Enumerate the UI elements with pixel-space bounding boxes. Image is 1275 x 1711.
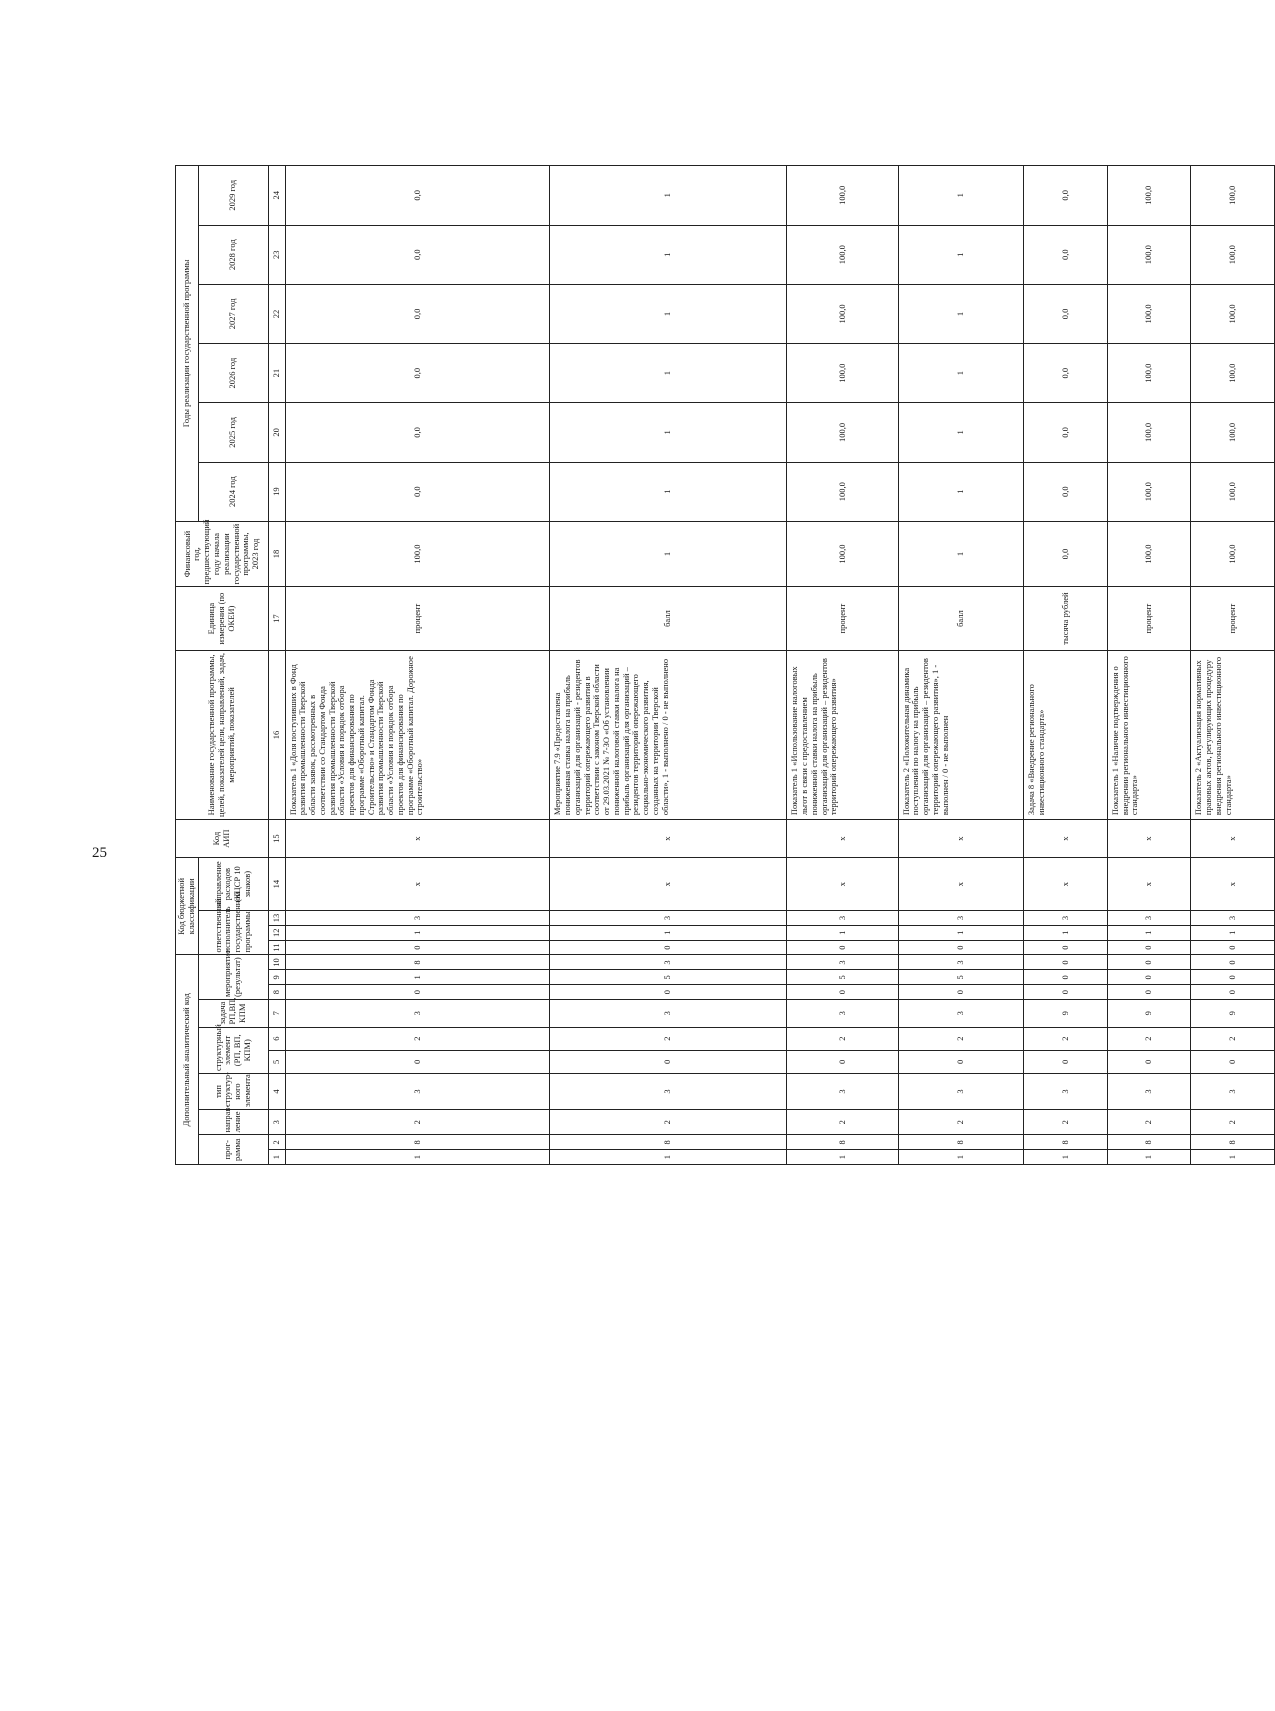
- row-base-year-cell: 0,0: [1024, 521, 1108, 587]
- column-index-cell: 9: [268, 970, 285, 985]
- column-index-cell: 12: [268, 925, 285, 940]
- row-year-value-cell: 1: [550, 462, 787, 521]
- code-cell-6: 2: [1107, 1027, 1191, 1050]
- code-cell-8: 0: [1107, 985, 1191, 1000]
- code-cell-9: 0: [1107, 970, 1191, 985]
- column-index-cell: 14: [268, 858, 285, 911]
- column-index-cell: 20: [268, 403, 285, 462]
- header-budget-code: Код бюджетной классификации: [176, 858, 199, 955]
- row-name-cell: Показатель 1 «Наличие подтверждения о внедрении регионального инвестиционного стандарта»: [1107, 650, 1191, 819]
- row-year-value-cell: 0,0: [285, 166, 550, 226]
- code-cell-9: 0: [1191, 970, 1275, 985]
- row-year-value-cell: 1: [550, 284, 787, 343]
- code-cell-14: х: [1191, 858, 1275, 911]
- code-cell-12: 1: [550, 925, 787, 940]
- code-cell-8: 0: [787, 985, 898, 1000]
- code-cell-13: 3: [1107, 911, 1191, 926]
- code-cell-1: 1: [550, 1150, 787, 1165]
- code-cell-2: 8: [285, 1135, 550, 1150]
- row-name-cell: Показатель 2 «Актуализация нормативных правовых актов, регулирующих процедуру внедрения регионального инвестиционного стандарта»: [1191, 650, 1275, 819]
- code-cell-10: 0: [1107, 955, 1191, 970]
- code-cell-1: 1: [898, 1150, 1023, 1165]
- code-cell-4: 3: [1107, 1074, 1191, 1110]
- column-index-cell: 1: [268, 1150, 285, 1165]
- row-unit-cell: процент: [285, 587, 550, 650]
- code-cell-6: 2: [550, 1027, 787, 1050]
- code-cell-12: 1: [1191, 925, 1275, 940]
- code-cell-5: 0: [1107, 1050, 1191, 1073]
- row-year-value-cell: 0,0: [285, 403, 550, 462]
- row-year-value-cell: 100,0: [1107, 284, 1191, 343]
- code-cell-1: 1: [787, 1150, 898, 1165]
- header-measure: мероприятие (результат): [198, 955, 268, 1000]
- row-year-value-cell: 100,0: [1191, 166, 1275, 226]
- row-year-value-cell: 1: [898, 403, 1023, 462]
- code-cell-12: 1: [898, 925, 1023, 940]
- header-year-2028: 2028 год: [198, 225, 268, 284]
- code-cell-11: 0: [285, 940, 550, 955]
- header-struct: структурный элемент (РП, ВП, КПМ): [198, 1027, 268, 1074]
- row-year-value-cell: 100,0: [787, 403, 898, 462]
- header-year-2026: 2026 год: [198, 344, 268, 403]
- column-index-cell: 23: [268, 225, 285, 284]
- code-cell-7: 3: [787, 1000, 898, 1028]
- row-year-value-cell: 0,0: [285, 344, 550, 403]
- code-cell-4: 3: [550, 1074, 787, 1110]
- row-name-cell: Задача 8 «Внедрение регионального инвестиционного стандарта»: [1024, 650, 1108, 819]
- column-index-cell: 4: [268, 1074, 285, 1110]
- header-unit: Единица измерения (по ОКЕИ): [176, 587, 269, 650]
- code-cell-13: 3: [1024, 911, 1108, 926]
- code-cell-10: 3: [898, 955, 1023, 970]
- code-cell-2: 8: [1107, 1135, 1191, 1150]
- column-index-cell: 11: [268, 940, 285, 955]
- rotated-table-wrapper: [175, 165, 1275, 1165]
- row-year-value-cell: 0,0: [1024, 344, 1108, 403]
- code-cell-13: 3: [1191, 911, 1275, 926]
- code-cell-6: 2: [898, 1027, 1023, 1050]
- column-index-cell: 22: [268, 284, 285, 343]
- column-index-cell: 10: [268, 955, 285, 970]
- code-cell-3: 2: [1024, 1110, 1108, 1135]
- row-year-value-cell: 1: [898, 166, 1023, 226]
- row-year-value-cell: 100,0: [1107, 462, 1191, 521]
- row-year-value-cell: 1: [898, 344, 1023, 403]
- table-row: [1024, 166, 1108, 1165]
- code-cell-7: 9: [1191, 1000, 1275, 1028]
- code-cell-4: 3: [1024, 1074, 1108, 1110]
- row-year-value-cell: 100,0: [1107, 344, 1191, 403]
- header-type: тип структур-ного элемента: [198, 1074, 268, 1110]
- header-executor: ответственный исполнитель государственной программы: [198, 911, 268, 955]
- code-cell-1: 1: [1024, 1150, 1108, 1165]
- row-name-cell: Показатель 2 «Положительная динамика поступлений по налогу на прибыль организаций для организаций – резидентов территорий опережающего развития», 1 - выполнен / 0 - не выполнен: [898, 650, 1023, 819]
- code-cell-8: 0: [550, 985, 787, 1000]
- header-year-2027: 2027 год: [198, 284, 268, 343]
- code-cell-10: 3: [787, 955, 898, 970]
- column-index-cell: 18: [268, 521, 285, 587]
- row-year-value-cell: 1: [898, 284, 1023, 343]
- code-cell-15: х: [898, 820, 1023, 858]
- header-years-group: Годы реализации государственной программы: [176, 166, 199, 522]
- row-base-year-cell: 1: [898, 521, 1023, 587]
- code-cell-3: 2: [285, 1110, 550, 1135]
- row-base-year-cell: 100,0: [1191, 521, 1275, 587]
- code-cell-5: 0: [787, 1050, 898, 1073]
- row-year-value-cell: 0,0: [1024, 166, 1108, 226]
- code-cell-7: 3: [898, 1000, 1023, 1028]
- row-base-year-cell: 1: [550, 521, 787, 587]
- code-cell-13: 3: [898, 911, 1023, 926]
- code-cell-5: 0: [285, 1050, 550, 1073]
- table-row: [550, 166, 787, 1165]
- row-year-value-cell: 100,0: [1191, 225, 1275, 284]
- code-cell-4: 3: [1191, 1074, 1275, 1110]
- code-cell-8: 0: [1024, 985, 1108, 1000]
- code-cell-13: 3: [550, 911, 787, 926]
- table-row: [285, 166, 550, 1165]
- code-cell-6: 2: [1024, 1027, 1108, 1050]
- page-number: 25: [92, 845, 107, 861]
- code-cell-2: 8: [898, 1135, 1023, 1150]
- code-cell-15: х: [1107, 820, 1191, 858]
- row-year-value-cell: 1: [550, 403, 787, 462]
- code-cell-11: 0: [1191, 940, 1275, 955]
- row-name-cell: Мероприятие 7.9 «Предоставлена пониженная ставка налога на прибыль организаций для организаций - резидентов территорий опережающего развития в соответствии с законом Тверской области от 29.03.2021 № 7-ЗО «Об установлении пониженной налоговой ставки налога на прибыль организаций для организаций – резидентов территорий опережающего социально-экономического развития, созданных на территории Тверской области», 1 - выполнено / 0 - не выполнено: [550, 650, 787, 819]
- code-cell-15: х: [550, 820, 787, 858]
- code-cell-15: х: [1191, 820, 1275, 858]
- header-name: Наименование государственной программы, целей, показателей цели, направлений, задач, мероприятий, показателей: [176, 650, 269, 819]
- row-unit-cell: процент: [1191, 587, 1275, 650]
- row-year-value-cell: 100,0: [787, 225, 898, 284]
- header-aip: Код АИП: [176, 820, 269, 858]
- column-index-cell: 16: [268, 650, 285, 819]
- code-cell-5: 0: [1024, 1050, 1108, 1073]
- table-row: [1107, 166, 1191, 1165]
- row-unit-cell: процент: [1107, 587, 1191, 650]
- column-index-cell: 24: [268, 166, 285, 226]
- row-name-cell: Показатель 1 «Использование налоговых льгот в связи с предоставлением пониженной ставки налога на прибыль организаций для организаций – резидентов территорий опережающего развития»: [787, 650, 898, 819]
- code-cell-10: 0: [1024, 955, 1108, 970]
- row-year-value-cell: 100,0: [1191, 403, 1275, 462]
- code-cell-8: 0: [285, 985, 550, 1000]
- header-program: прог-рамма: [198, 1135, 268, 1165]
- code-cell-1: 1: [285, 1150, 550, 1165]
- code-cell-6: 2: [787, 1027, 898, 1050]
- code-cell-8: 0: [1191, 985, 1275, 1000]
- row-year-value-cell: 1: [550, 166, 787, 226]
- code-cell-4: 3: [285, 1074, 550, 1110]
- code-cell-12: 1: [285, 925, 550, 940]
- row-year-value-cell: 1: [550, 225, 787, 284]
- column-index-cell: 3: [268, 1110, 285, 1135]
- code-cell-14: х: [1107, 858, 1191, 911]
- header-year-2029: 2029 год: [198, 166, 268, 226]
- row-year-value-cell: 100,0: [787, 166, 898, 226]
- header-base-year: Финансовый год, предшествующий году начала реализации государственной программы, 2023 год: [176, 521, 269, 587]
- code-cell-7: 9: [1107, 1000, 1191, 1028]
- code-cell-3: 2: [1107, 1110, 1191, 1135]
- code-cell-10: 3: [550, 955, 787, 970]
- row-year-value-cell: 1: [898, 225, 1023, 284]
- header-direction: направ-ление: [198, 1110, 268, 1135]
- code-cell-3: 2: [1191, 1110, 1275, 1135]
- row-unit-cell: балл: [550, 587, 787, 650]
- row-year-value-cell: 100,0: [1107, 166, 1191, 226]
- row-name-cell: Показатель 1 «Доля поступивших в Фонд развития промышленности Тверской области заявок, рассмотренных в соответствии со Стандартом Фонда развития промышленности Тверской области «Условия и порядок отбора проектов для финансирования по программе «Оборотный капитал. Строительство» и Стандартом Фонда развития промышленности Тверской области «Условия и порядок отбора проектов для финансирования по программе «Оборотный капитал. Дорожное строительство»: [285, 650, 550, 819]
- code-cell-2: 8: [1024, 1135, 1108, 1150]
- code-cell-14: х: [1024, 858, 1108, 911]
- code-cell-10: 8: [285, 955, 550, 970]
- row-year-value-cell: 1: [550, 344, 787, 403]
- row-year-value-cell: 100,0: [1107, 225, 1191, 284]
- row-unit-cell: балл: [898, 587, 1023, 650]
- column-index-cell: 7: [268, 1000, 285, 1028]
- code-cell-9: 5: [787, 970, 898, 985]
- code-cell-7: 9: [1024, 1000, 1108, 1028]
- code-cell-5: 0: [550, 1050, 787, 1073]
- code-cell-15: х: [787, 820, 898, 858]
- code-cell-3: 2: [787, 1110, 898, 1135]
- table-body: [285, 166, 1274, 1165]
- header-year-2024: 2024 год: [198, 462, 268, 521]
- row-year-value-cell: 0,0: [1024, 225, 1108, 284]
- code-cell-12: 1: [1107, 925, 1191, 940]
- code-cell-11: 0: [550, 940, 787, 955]
- row-year-value-cell: 100,0: [1191, 284, 1275, 343]
- row-unit-cell: процент: [787, 587, 898, 650]
- code-cell-2: 8: [550, 1135, 787, 1150]
- code-cell-13: 3: [787, 911, 898, 926]
- code-cell-6: 2: [285, 1027, 550, 1050]
- code-cell-14: х: [550, 858, 787, 911]
- code-cell-15: х: [285, 820, 550, 858]
- code-cell-4: 3: [898, 1074, 1023, 1110]
- code-cell-5: 0: [1191, 1050, 1275, 1073]
- row-year-value-cell: 100,0: [787, 344, 898, 403]
- code-cell-10: 0: [1191, 955, 1275, 970]
- column-index-cell: 21: [268, 344, 285, 403]
- code-cell-3: 2: [898, 1110, 1023, 1135]
- code-cell-2: 8: [1191, 1135, 1275, 1150]
- column-index-cell: 19: [268, 462, 285, 521]
- code-cell-11: 0: [898, 940, 1023, 955]
- program-table: [175, 165, 1275, 1165]
- code-cell-9: 5: [898, 970, 1023, 985]
- code-cell-11: 0: [787, 940, 898, 955]
- row-year-value-cell: 1: [898, 462, 1023, 521]
- row-year-value-cell: 100,0: [787, 462, 898, 521]
- row-year-value-cell: 100,0: [787, 284, 898, 343]
- header-task: задача РП,ВП, КПМ: [198, 1000, 268, 1028]
- code-cell-2: 8: [787, 1135, 898, 1150]
- table-row: [787, 166, 898, 1165]
- code-cell-14: х: [898, 858, 1023, 911]
- row-year-value-cell: 100,0: [1191, 462, 1275, 521]
- header-year-2025: 2025 год: [198, 403, 268, 462]
- code-cell-8: 0: [898, 985, 1023, 1000]
- code-cell-6: 2: [1191, 1027, 1275, 1050]
- code-cell-7: 3: [550, 1000, 787, 1028]
- table-row: [1191, 166, 1275, 1165]
- code-cell-5: 0: [898, 1050, 1023, 1073]
- row-year-value-cell: 0,0: [1024, 462, 1108, 521]
- code-cell-12: 1: [787, 925, 898, 940]
- row-base-year-cell: 100,0: [285, 521, 550, 587]
- code-cell-3: 2: [550, 1110, 787, 1135]
- code-cell-7: 3: [285, 1000, 550, 1028]
- code-cell-15: х: [1024, 820, 1108, 858]
- column-index-cell: 8: [268, 985, 285, 1000]
- code-cell-1: 1: [1107, 1150, 1191, 1165]
- code-cell-14: х: [285, 858, 550, 911]
- row-unit-cell: тысяча рублей: [1024, 587, 1108, 650]
- header-extra-code: Дополнительный аналитический код: [176, 955, 199, 1165]
- column-index-cell: 2: [268, 1135, 285, 1150]
- row-year-value-cell: 100,0: [1107, 403, 1191, 462]
- code-cell-11: 0: [1024, 940, 1108, 955]
- code-cell-12: 1: [1024, 925, 1108, 940]
- row-year-value-cell: 0,0: [1024, 284, 1108, 343]
- code-cell-13: 3: [285, 911, 550, 926]
- code-cell-4: 3: [787, 1074, 898, 1110]
- code-cell-14: х: [787, 858, 898, 911]
- table-row: [898, 166, 1023, 1165]
- code-cell-1: 1: [1191, 1150, 1275, 1165]
- row-year-value-cell: 0,0: [285, 462, 550, 521]
- column-index-cell: 15: [268, 820, 285, 858]
- row-year-value-cell: 0,0: [1024, 403, 1108, 462]
- code-cell-11: 0: [1107, 940, 1191, 955]
- column-index-row: [268, 166, 285, 1165]
- column-index-cell: 17: [268, 587, 285, 650]
- row-base-year-cell: 100,0: [787, 521, 898, 587]
- column-index-cell: 5: [268, 1050, 285, 1073]
- column-index-cell: 6: [268, 1027, 285, 1050]
- row-year-value-cell: 100,0: [1191, 344, 1275, 403]
- column-index-cell: 13: [268, 911, 285, 926]
- row-base-year-cell: 100,0: [1107, 521, 1191, 587]
- code-cell-9: 5: [550, 970, 787, 985]
- code-cell-9: 1: [285, 970, 550, 985]
- header-expense: направление расходов (КЦСР 10 знаков): [198, 858, 268, 911]
- row-year-value-cell: 0,0: [285, 225, 550, 284]
- row-year-value-cell: 0,0: [285, 284, 550, 343]
- code-cell-9: 0: [1024, 970, 1108, 985]
